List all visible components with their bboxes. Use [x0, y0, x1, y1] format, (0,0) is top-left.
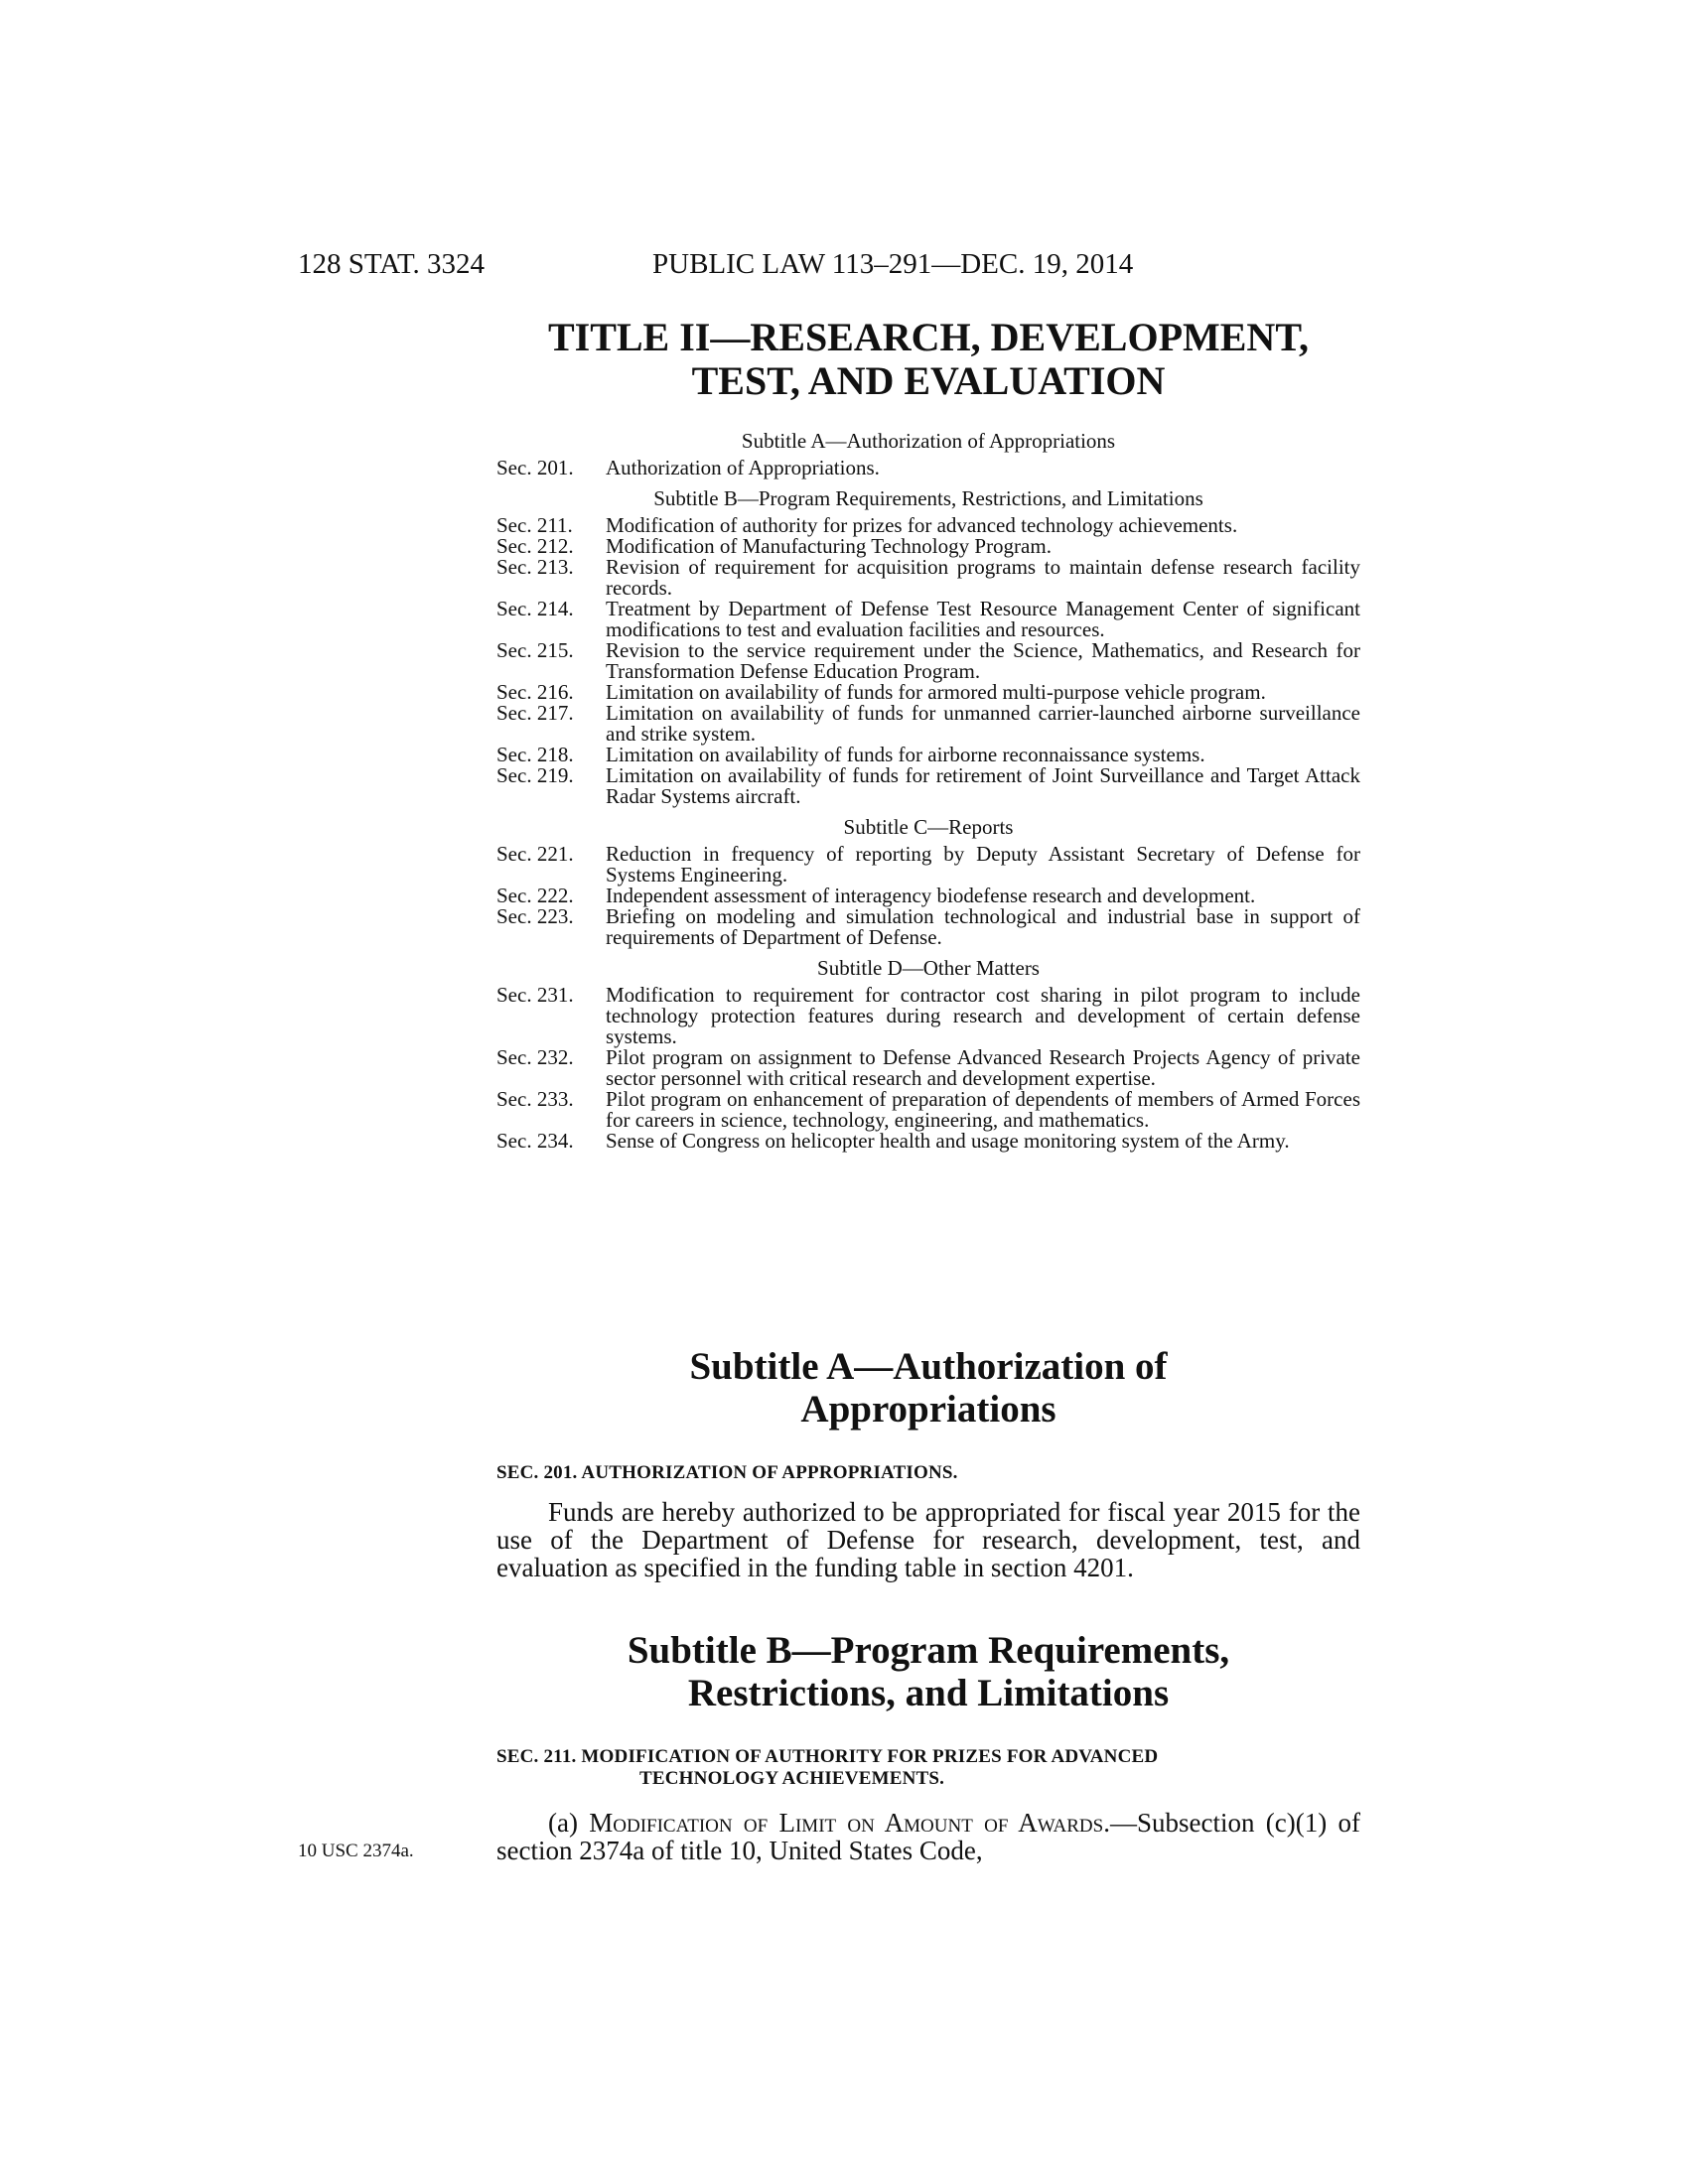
- toc-entry-text: Treatment by Department of Defense Test Resource Management Center of significant modifications to test and evaluation facilities and resources.: [606, 597, 1360, 641]
- toc-entry: [496, 906, 1360, 948]
- toc-entry-number: Sec. 218.: [496, 743, 574, 766]
- toc-subtitle-a: Subtitle A—Authorization of Appropriations: [741, 429, 1116, 453]
- toc-list-c: [496, 844, 1360, 948]
- toc-entry-text: Limitation on availability of funds for armored multi-purpose vehicle program.: [606, 680, 1266, 704]
- toc-entry: [496, 682, 1360, 703]
- subtitle-b-heading: [496, 1629, 1360, 1714]
- toc-entry-text: Modification to requirement for contractor cost sharing in pilot program to include technology protection features during research and development of certain defense systems.: [606, 983, 1360, 1048]
- toc-entry: [496, 458, 1360, 478]
- paragraph-caption: Modification of Limit on Amount of Awards.: [589, 1808, 1110, 1838]
- toc-entry-number: Sec. 217.: [496, 701, 574, 725]
- toc-entry: [496, 886, 1360, 906]
- toc-entry-text: Pilot program on assignment to Defense Advanced Research Projects Agency of private sector personnel with critical research and development expertise.: [606, 1045, 1360, 1090]
- toc-entry-number: Sec. 215.: [496, 638, 574, 662]
- toc-list-d: [496, 985, 1360, 1152]
- toc-entry: [496, 844, 1360, 886]
- toc-entry-text: Briefing on modeling and simulation technological and industrial base in support of requirements of Department of Defense.: [606, 904, 1360, 949]
- margin-note-usc: 10 USC 2374a.: [298, 1841, 414, 1861]
- toc-entry-text: Revision to the service requirement under the Science, Mathematics, and Research for Transformation Defense Education Program.: [606, 638, 1360, 683]
- toc-entry-number: Sec. 219.: [496, 763, 574, 787]
- paragraph-label: (a): [548, 1808, 578, 1838]
- toc-entry-number: Sec. 232.: [496, 1045, 574, 1069]
- toc-subtitle-b: Subtitle B—Program Requirements, Restrictions, and Limitations: [653, 486, 1203, 510]
- toc-entry-text: Revision of requirement for acquisition programs to maintain defense research facility records.: [606, 555, 1360, 600]
- toc-entry-text: Pilot program on enhancement of preparation of dependents of members of Armed Forces for careers in science, technology, engineering, and mathematics.: [606, 1087, 1360, 1132]
- toc-entry: [496, 765, 1360, 807]
- subtitle-a-heading: [496, 1345, 1360, 1431]
- paragraph-text: —Subsection (c)(1) of section 2374a of title 10, United States Code,: [496, 1808, 1360, 1865]
- toc-entry: [496, 557, 1360, 599]
- toc-entry-number: Sec. 221.: [496, 842, 574, 866]
- toc-entry: [496, 1089, 1360, 1131]
- toc-list-a: [496, 458, 1360, 478]
- toc-entry: [496, 745, 1360, 765]
- toc-entry-text: Reduction in frequency of reporting by Deputy Assistant Secretary of Defense for Systems Engineering.: [606, 842, 1360, 887]
- toc-entry-number: Sec. 213.: [496, 555, 574, 579]
- sec-201-paragraph: Funds are hereby authorized to be appropriated for fiscal year 2015 for the use of the Department of Defense for research, development, test, and evaluation as specified in the funding table in section 4201.: [496, 1497, 1360, 1582]
- sec-211-heading: [496, 1746, 1360, 1790]
- subtitle-b-line-2: Restrictions, and Limitations: [687, 1672, 1170, 1714]
- sec-211-body: [496, 1809, 1360, 1864]
- toc-entry-text: Modification of Manufacturing Technology Program.: [606, 534, 1052, 558]
- toc-entry-number: Sec. 223.: [496, 904, 574, 928]
- toc-entry: [496, 985, 1360, 1047]
- title-line-1: TITLE II—RESEARCH, DEVELOPMENT,: [547, 315, 1310, 359]
- toc-entry-text: Limitation on availability of funds for retirement of Joint Surveillance and Target Attack Radar Systems aircraft.: [606, 763, 1360, 808]
- subtitle-b-line-1: Subtitle B—Program Requirements,: [627, 1629, 1230, 1672]
- toc-entry-number: Sec. 234.: [496, 1129, 574, 1153]
- toc-entry-text: Sense of Congress on helicopter health and usage monitoring system of the Army.: [606, 1129, 1290, 1153]
- toc-entry-text: Independent assessment of interagency biodefense research and development.: [606, 884, 1256, 907]
- toc-entry-text: Authorization of Appropriations.: [606, 456, 880, 479]
- sec-211-heading-line-2: TECHNOLOGY ACHIEVEMENTS.: [639, 1768, 945, 1789]
- toc-entry: [496, 1131, 1360, 1152]
- sec-211-paragraph-a: [496, 1809, 1360, 1864]
- sec-201-heading: SEC. 201. AUTHORIZATION OF APPROPRIATIONS.: [496, 1462, 958, 1483]
- stat-reference: 128 STAT. 3324: [298, 248, 486, 280]
- toc-entry-number: Sec. 231.: [496, 983, 574, 1007]
- title-line-2: TEST, AND EVALUATION: [691, 358, 1166, 403]
- subtitle-a-line-1: Subtitle A—Authorization of: [689, 1345, 1168, 1388]
- table-of-contents: [496, 431, 1360, 1152]
- subtitle-a-line-2: Appropriations: [800, 1388, 1056, 1431]
- toc-entry-number: Sec. 216.: [496, 680, 574, 704]
- toc-entry-number: Sec. 212.: [496, 534, 574, 558]
- toc-subtitle-c: Subtitle C—Reports: [843, 815, 1014, 839]
- toc-list-b: [496, 515, 1360, 807]
- toc-entry: [496, 1047, 1360, 1089]
- toc-entry-text: Limitation on availability of funds for unmanned carrier-launched airborne surveillance and strike system.: [606, 701, 1360, 746]
- toc-entry-text: Modification of authority for prizes for advanced technology achievements.: [606, 513, 1238, 537]
- toc-entry: [496, 599, 1360, 640]
- toc-entry-number: Sec. 211.: [496, 513, 573, 537]
- toc-entry-number: Sec. 222.: [496, 884, 574, 907]
- toc-entry: [496, 640, 1360, 682]
- title-heading: [496, 316, 1360, 403]
- toc-entry-number: Sec. 201.: [496, 456, 574, 479]
- sec-211-heading-line-1: SEC. 211. MODIFICATION OF AUTHORITY FOR PRIZES FOR ADVANCED: [496, 1746, 1159, 1767]
- public-law-reference: PUBLIC LAW 113–291—DEC. 19, 2014: [652, 248, 1134, 280]
- toc-entry-number: Sec. 214.: [496, 597, 574, 620]
- toc-subtitle-d: Subtitle D—Other Matters: [817, 956, 1040, 980]
- toc-entry: [496, 515, 1360, 536]
- toc-entry-text: Limitation on availability of funds for airborne reconnaissance systems.: [606, 743, 1205, 766]
- toc-entry: [496, 703, 1360, 745]
- toc-entry: [496, 536, 1360, 557]
- running-head: [298, 248, 1370, 288]
- sec-201-body: [496, 1498, 1360, 1581]
- toc-entry-number: Sec. 233.: [496, 1087, 574, 1111]
